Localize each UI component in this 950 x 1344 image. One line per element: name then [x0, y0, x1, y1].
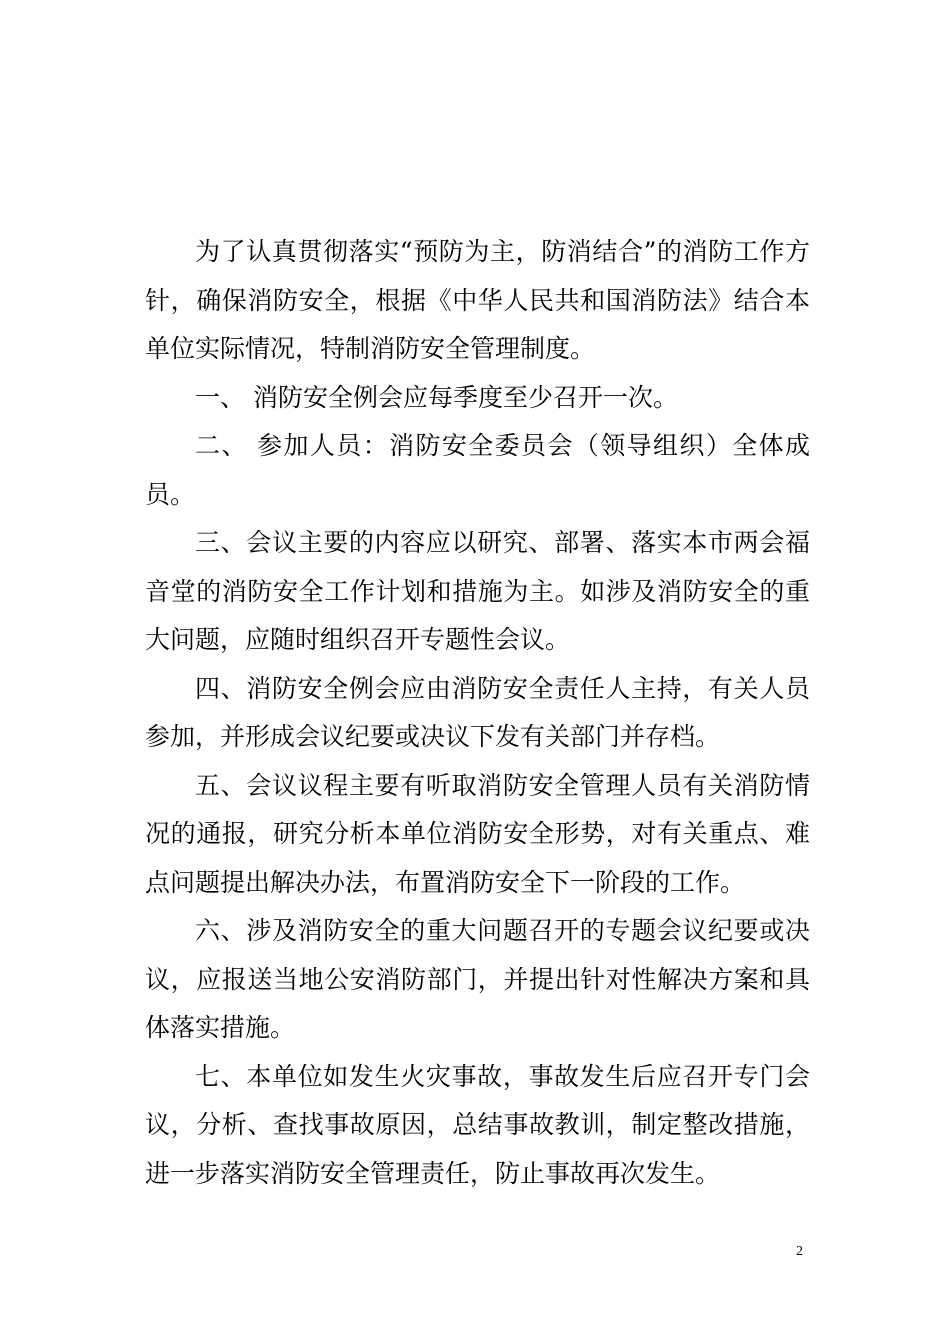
- clause-3-paragraph: 三、会议主要的内容应以研究、部署、落实本市两会福音堂的消防安全工作计划和措施为主。如涉及消防安全的重大问题，应随时组织召开专题性会议。: [145, 528, 810, 654]
- clause-6-paragraph: 六、涉及消防安全的重大问题召开的专题会议纪要或决议，应报送当地公安消防部门，并提出针对性解决方案和具体落实措施。: [145, 916, 810, 1042]
- clause-5-paragraph: 五、会议议程主要有听取消防安全管理人员有关消防情况的通报，研究分析本单位消防安全形势，对有关重点、难点问题提出解决办法，布置消防安全下一阶段的工作。: [145, 770, 810, 897]
- clause-2-paragraph: 二、 参加人员：消防安全委员会（领导组织）全体成员。: [145, 431, 810, 509]
- intro-paragraph: 为了认真贯彻落实“预防为主，防消结合”的消防工作方针，确保消防安全，根据《中华人民共和国消防法》结合本单位实际情况，特制消防安全管理制度。: [145, 237, 810, 363]
- clause-7-paragraph: 七、本单位如发生火灾事故，事故发生后应召开专门会议，分析、查找事故原因，总结事故教训，制定整改措施，进一步落实消防安全管理责任，防止事故再次发生。: [145, 1061, 810, 1188]
- document-body: [145, 228, 810, 1198]
- clause-1-paragraph: 一、 消防安全例会应每季度至少召开一次。: [195, 382, 678, 412]
- clause-4-paragraph: 四、消防安全例会应由消防安全责任人主持，有关人员参加，并形成会议纪要或决议下发有关部门并存档。: [145, 673, 810, 751]
- page-number: 2: [796, 1244, 803, 1259]
